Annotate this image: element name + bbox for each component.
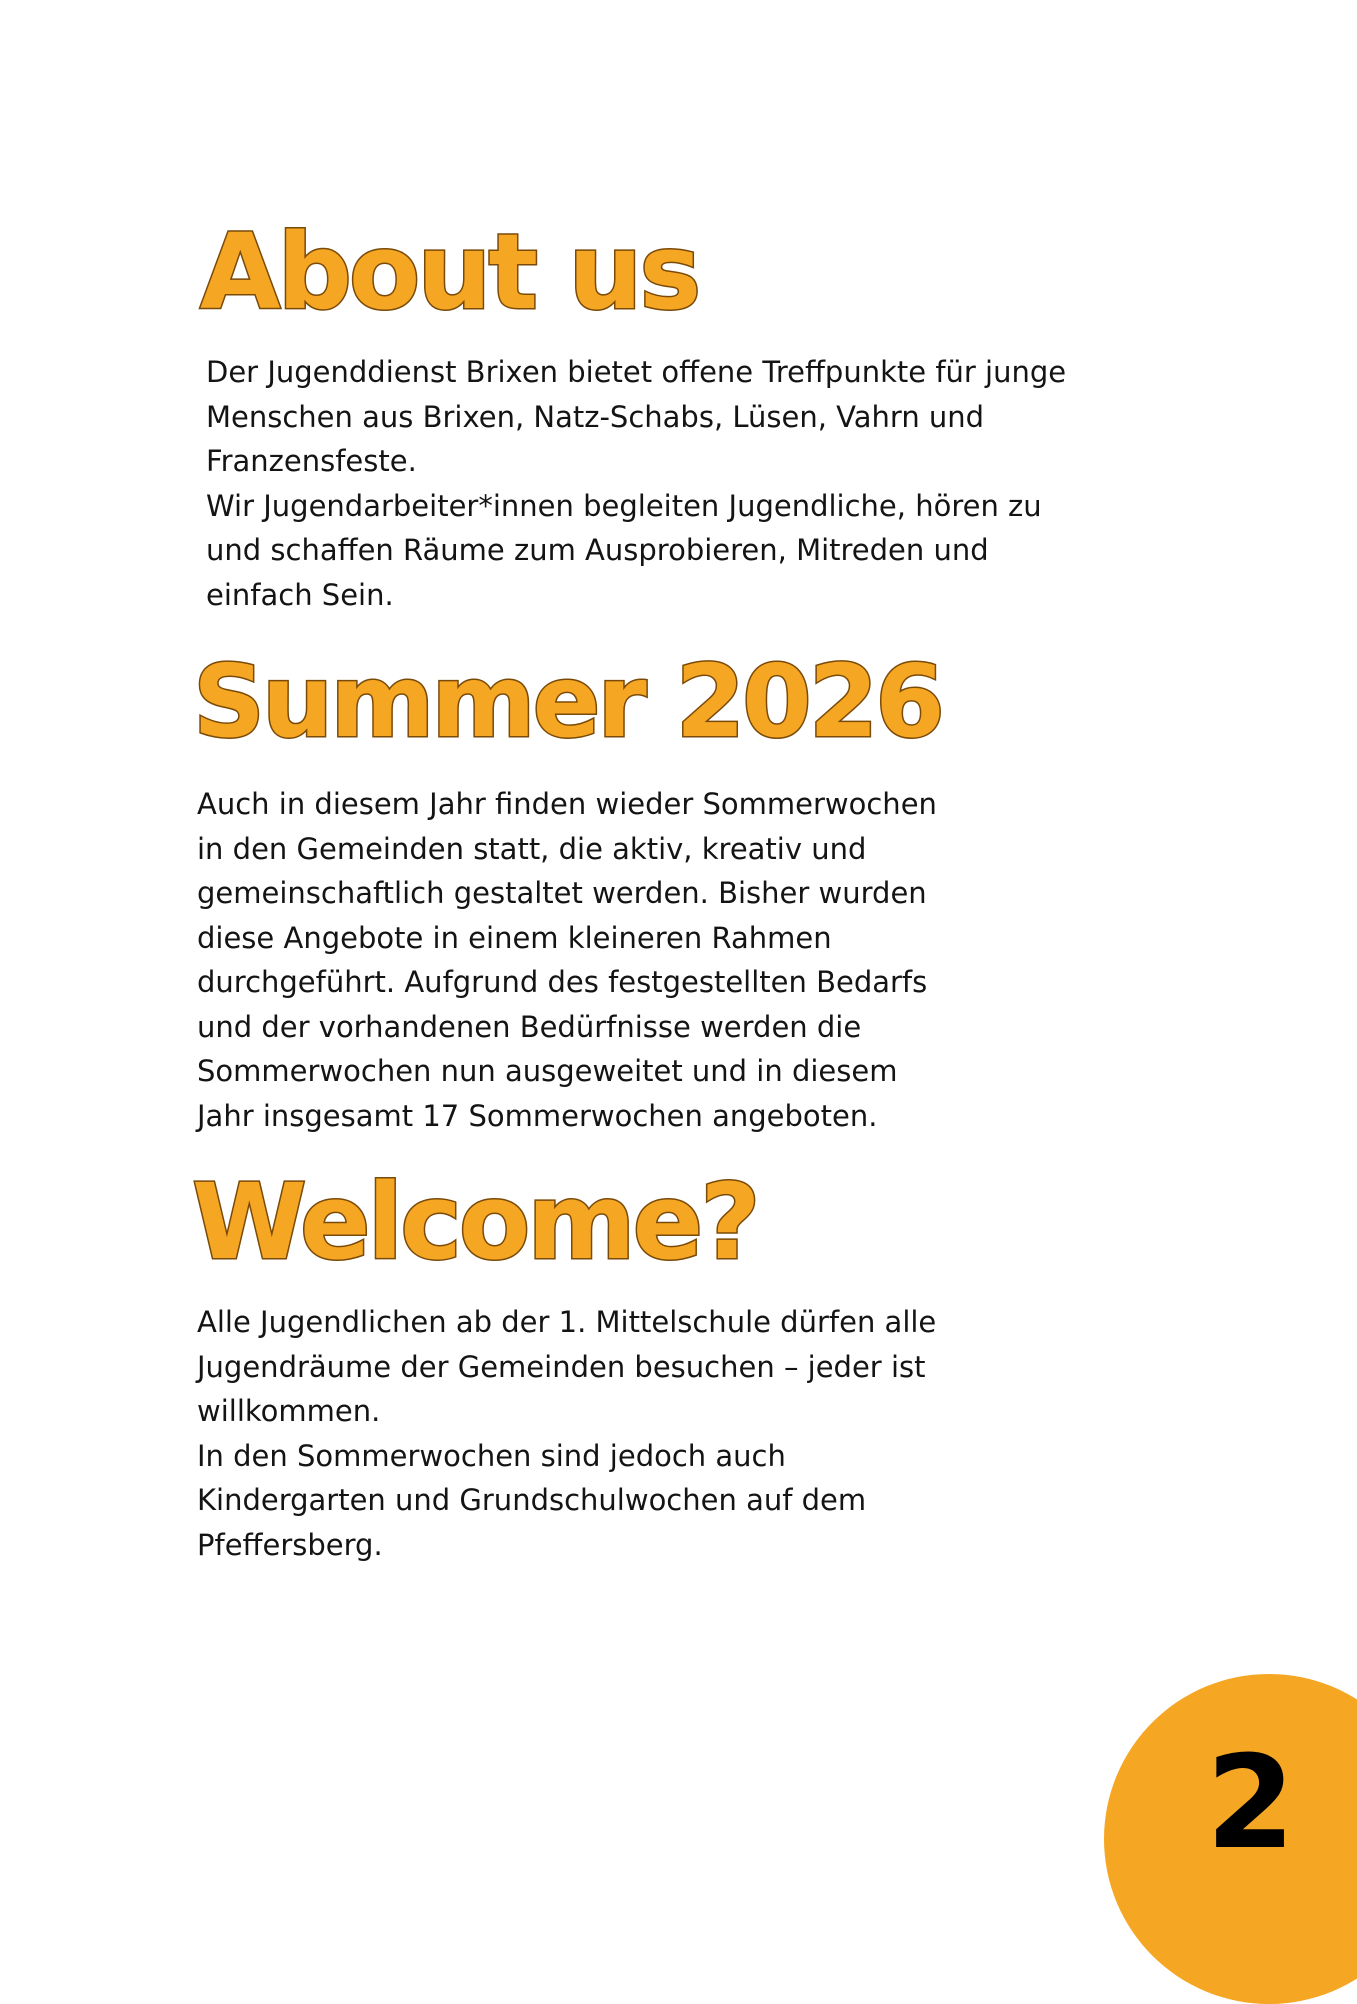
about-line: einfach Sein. xyxy=(206,577,394,612)
welcome-line: Alle Jugendlichen ab der 1. Mittelschule dürfen alle xyxy=(197,1305,937,1339)
summer-line: Sommerwochen nun ausgeweitet und in diesem xyxy=(197,1054,898,1088)
welcome-heading: Welcome? xyxy=(192,1161,758,1283)
page-number: 2 xyxy=(1206,1729,1296,1878)
welcome-line: Kindergarten und Grundschulwochen auf dem xyxy=(197,1483,867,1517)
welcome-paragraph xyxy=(197,1300,936,1567)
welcome-line: willkommen. xyxy=(197,1394,381,1428)
summer-line: und der vorhandenen Bedürfnisse werden die xyxy=(197,1009,862,1044)
about-line: Wir Jugendarbeiter*innen begleiten Jugendliche, hören zu xyxy=(206,488,1042,523)
about-line: Franzensfeste. xyxy=(206,444,417,478)
about-line: Menschen aus Brixen, Natz-Schabs, Lüsen, Vahrn und xyxy=(206,399,985,434)
about-line: Der Jugenddienst Brixen bietet offene Treffpunkte für junge xyxy=(206,355,1067,389)
welcome-line: Pfeffersberg. xyxy=(197,1527,383,1562)
about-heading: About us xyxy=(200,211,699,333)
summer-line: Auch in diesem Jahr finden wieder Sommerwochen xyxy=(197,787,937,821)
about-line: und schaffen Räume zum Ausprobieren, Mitreden und xyxy=(206,533,989,567)
summer-line: in den Gemeinden statt, die aktiv, kreativ und xyxy=(197,831,867,866)
about-paragraph xyxy=(206,350,1066,617)
summer-paragraph xyxy=(197,782,937,1138)
welcome-line: In den Sommerwochen sind jedoch auch xyxy=(197,1438,786,1473)
welcome-line: Jugendräume der Gemeinden besuchen – jeder ist xyxy=(197,1349,926,1384)
summer-line: diese Angebote in einem kleineren Rahmen xyxy=(197,920,832,955)
summer-heading: Summer 2026 xyxy=(193,643,942,760)
summer-line: Jahr insgesamt 17 Sommerwochen angeboten. xyxy=(197,1098,878,1133)
summer-line: durchgeführt. Aufgrund des festgestellten Bedarfs xyxy=(197,965,928,999)
summer-line: gemeinschaftlich gestaltet werden. Bisher wurden xyxy=(197,876,927,910)
